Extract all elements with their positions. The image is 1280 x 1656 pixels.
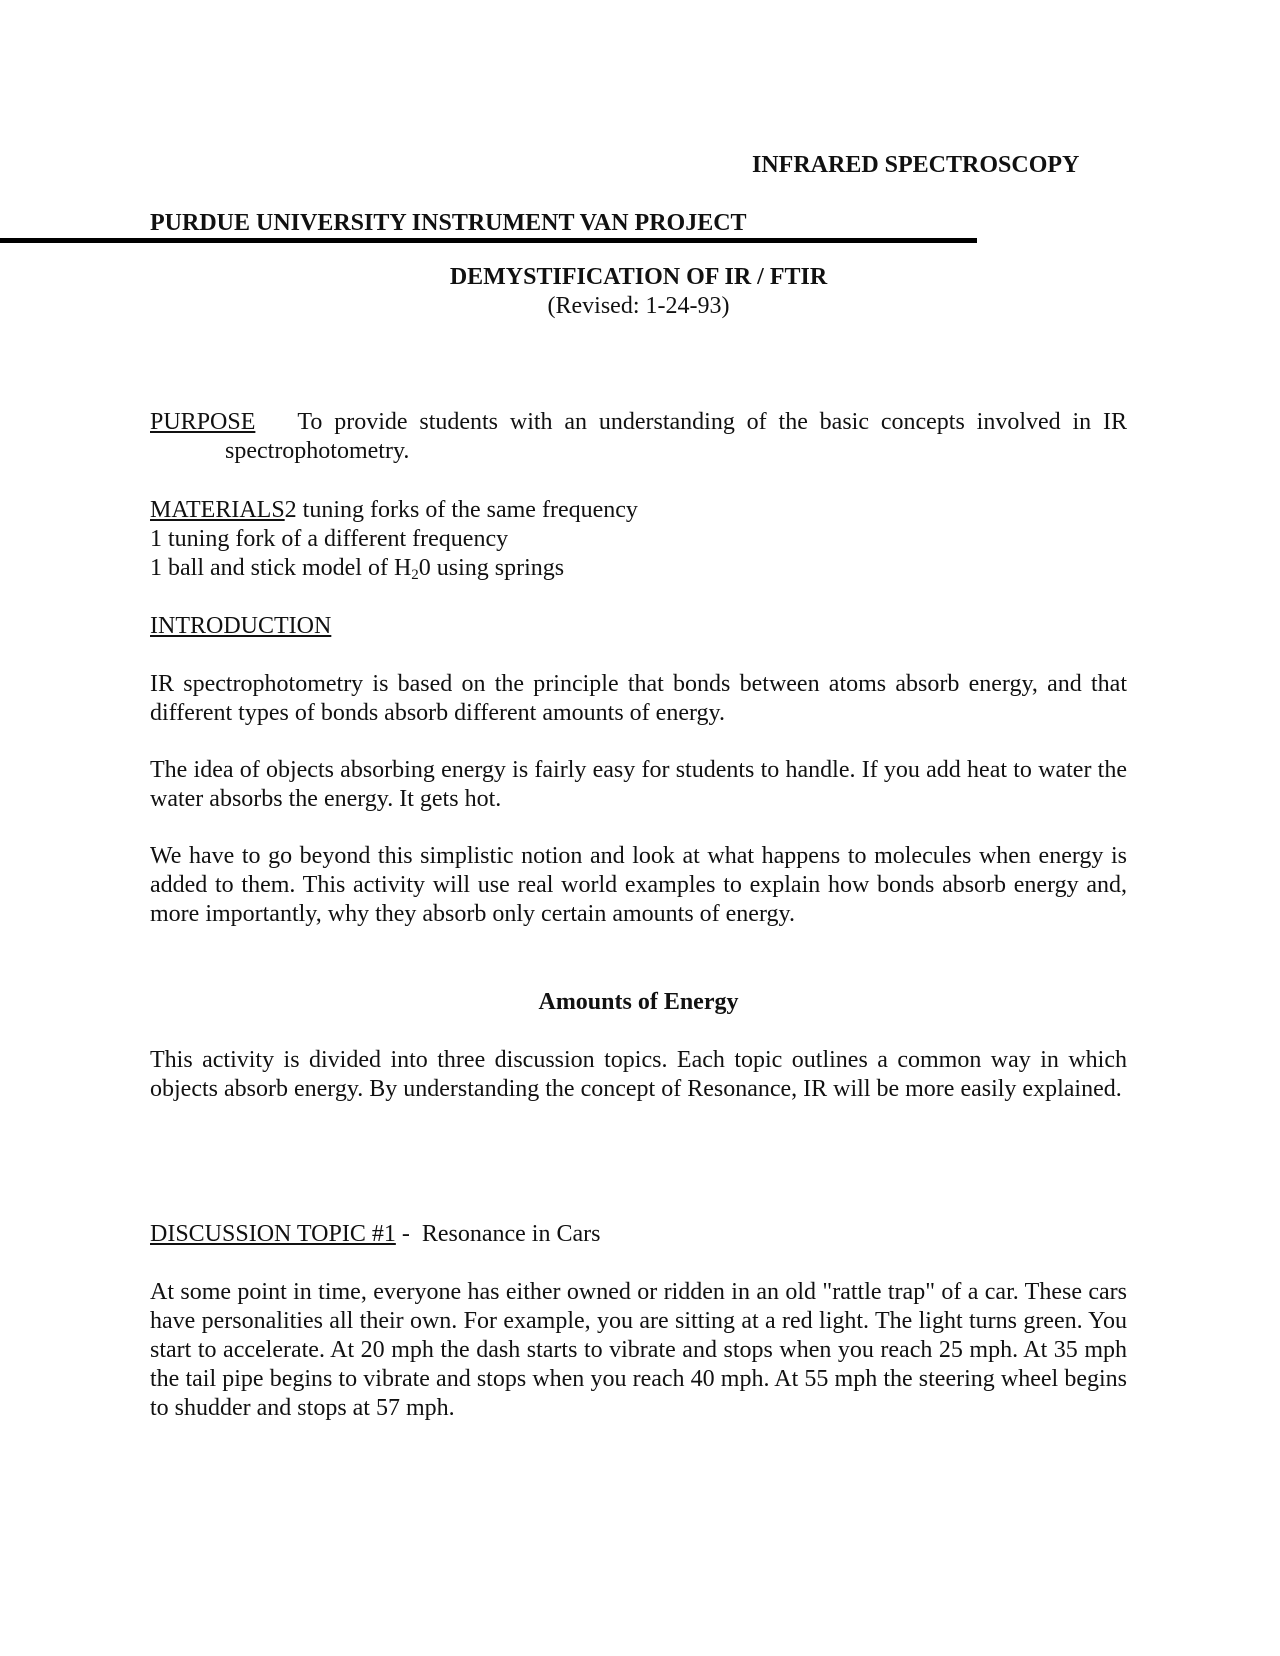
materials-item: 1 tuning fork of a different frequency bbox=[150, 526, 509, 552]
document-header-title: INFRARED SPECTROSCOPY bbox=[752, 152, 1080, 178]
purpose-text-line2: spectrophotometry. bbox=[225, 438, 410, 464]
section-heading-amounts-of-energy: Amounts of Energy bbox=[538, 989, 739, 1015]
amounts-paragraph: This activity is divided into three discussion topics. Each topic outlines a common way in which objects absorb energy. By understanding the concept of Resonance, IR will be more easily explained. bbox=[150, 1047, 1127, 1102]
discussion-topic-1-title: Resonance in Cars bbox=[421, 1221, 601, 1247]
materials-label: MATERIALS bbox=[150, 497, 285, 523]
project-title: PURDUE UNIVERSITY INSTRUMENT VAN PROJECT bbox=[150, 210, 747, 236]
discussion-topic-1-label: DISCUSSION TOPIC #1 bbox=[150, 1221, 396, 1247]
materials-item: 2 tuning forks of the same frequency bbox=[284, 497, 638, 523]
introduction-paragraph: We have to go beyond this simplistic notion and look at what happens to molecules when energy is added to them. This activity will use real world examples to explain how bonds absorb energy and, more importantly, why they absorb only certain amounts of energy. bbox=[150, 843, 1127, 927]
page-title: DEMYSTIFICATION OF IR / FTIR bbox=[449, 264, 828, 290]
revision-date: (Revised: 1-24-93) bbox=[547, 293, 730, 319]
discussion-topic-1-paragraph: At some point in time, everyone has either owned or ridden in an old "rattle trap" of a car. These cars have personalities all their own. For example, you are sitting at a red light. The light turns green. You start to accelerate. At 20 mph the dash starts to vibrate and stops when you reach 25 mph. At 35 mph the tail pipe begins to vibrate and stops when you reach 40 mph. At 55 mph the steering wheel begins to shudder and stops at 57 mph. bbox=[150, 1279, 1127, 1421]
purpose-text-line1: To provide students with an understanding of the basic concepts involved in IR bbox=[297, 409, 1127, 435]
materials-section bbox=[150, 496, 1127, 583]
discussion-topic-1-heading: DISCUSSION TOPIC #1 - Resonance in Cars bbox=[150, 1221, 601, 1247]
introduction-heading: INTRODUCTION bbox=[150, 613, 332, 639]
header-divider bbox=[0, 238, 977, 243]
purpose-label: PURPOSE bbox=[150, 409, 256, 435]
purpose-section bbox=[150, 408, 1127, 466]
materials-item: 1 ball and stick model of $H_20$ using springs bbox=[150, 555, 565, 583]
introduction-paragraph: IR spectrophotometry is based on the principle that bonds between atoms absorb energy, and that different types of bonds absorb different amounts of energy. bbox=[150, 671, 1127, 726]
introduction-paragraph: The idea of objects absorbing energy is fairly easy for students to handle. If you add heat to water the water absorbs the energy. It gets hot. bbox=[150, 757, 1127, 812]
